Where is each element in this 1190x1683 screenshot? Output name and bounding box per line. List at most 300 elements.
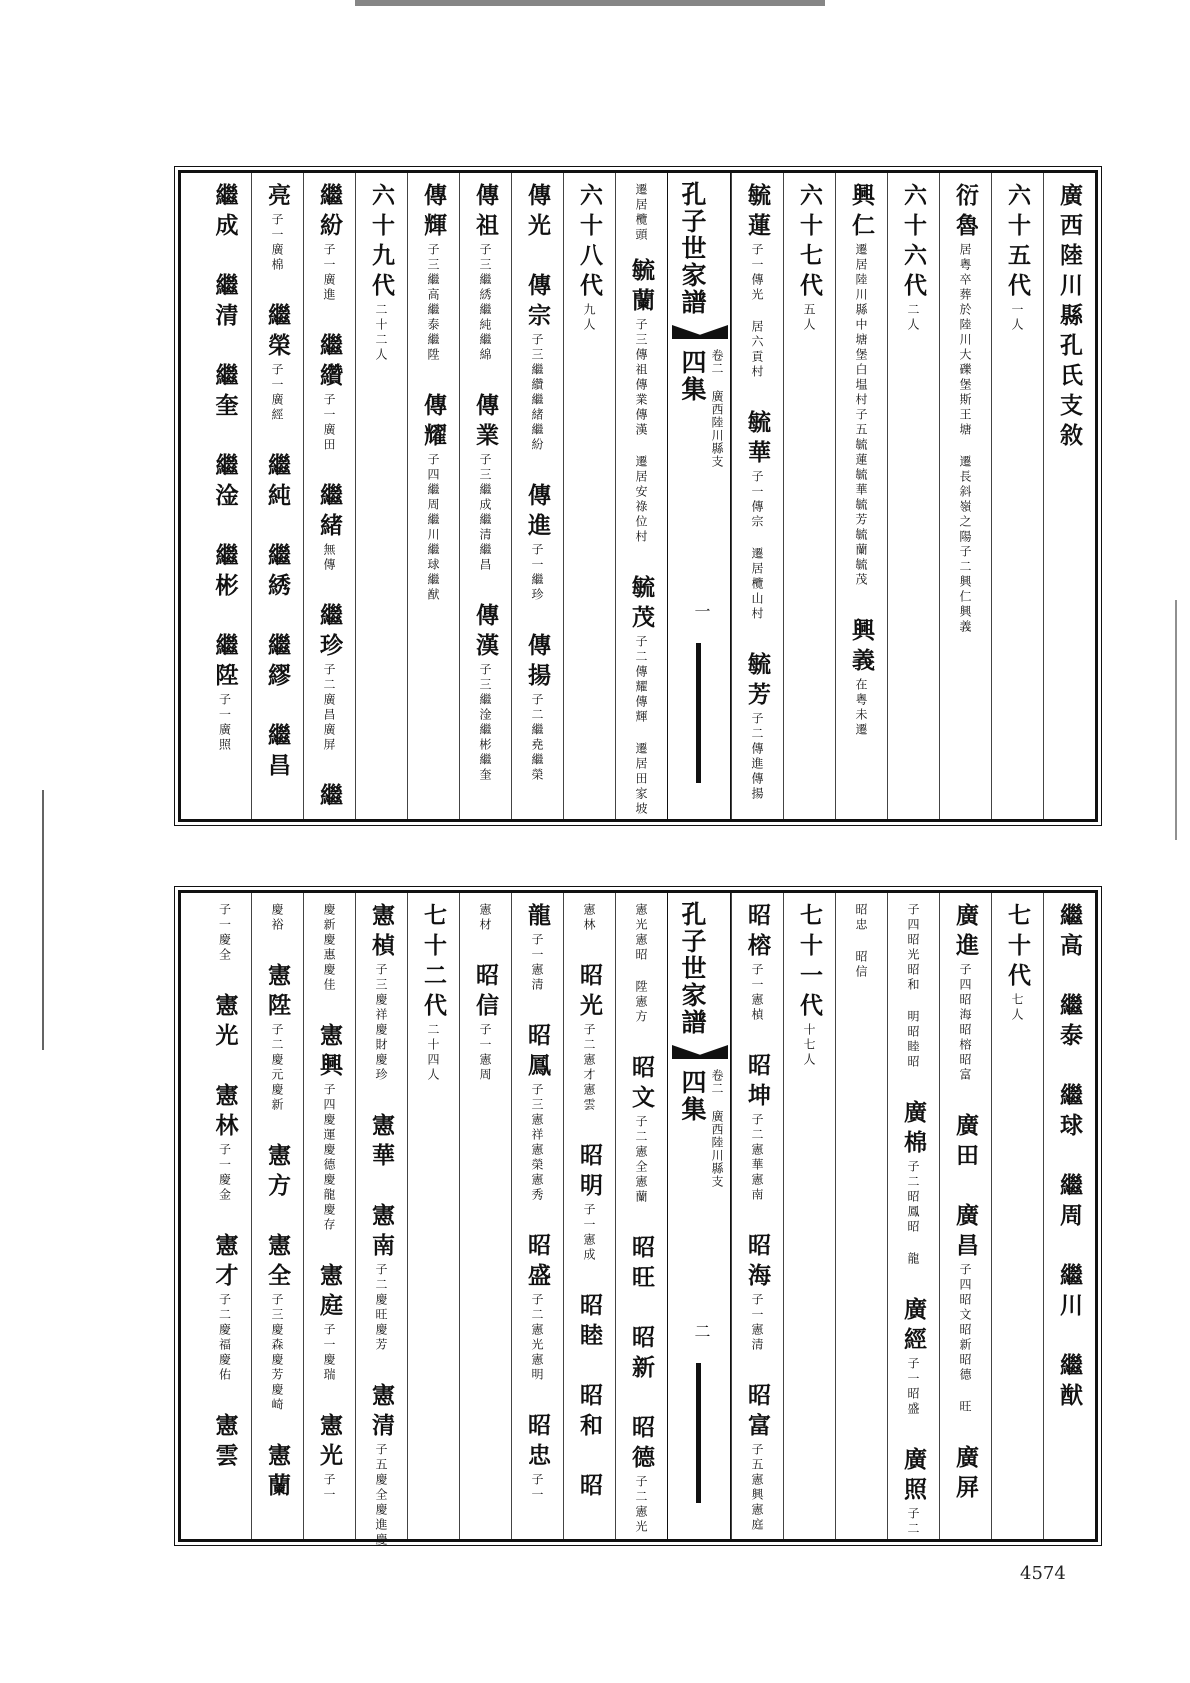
column-spacer bbox=[952, 1415, 979, 1445]
column-note-2: 子四繼周繼川繼球繼猷 bbox=[426, 453, 440, 603]
column-text bbox=[746, 893, 769, 1549]
column-name-2: 昭坤 bbox=[744, 1053, 771, 1113]
column-name-1: 衍魯 bbox=[952, 183, 979, 243]
column-spacer bbox=[316, 993, 343, 1023]
text-column-left-0 bbox=[615, 893, 667, 1539]
column-spacer bbox=[212, 243, 239, 273]
column-text bbox=[954, 893, 977, 1549]
leaf-upper bbox=[178, 170, 1098, 822]
column-spacer bbox=[524, 993, 551, 1023]
column-name-1: 傳祖 bbox=[472, 183, 499, 243]
gutter-column bbox=[667, 893, 731, 1539]
column-text bbox=[850, 173, 873, 829]
column-spacer bbox=[316, 303, 343, 333]
gutter-column bbox=[667, 173, 731, 819]
column-spacer bbox=[524, 603, 551, 633]
column-name-5: 繼彬 bbox=[211, 543, 239, 603]
column-note-1: 昭忠 昭信 bbox=[854, 903, 868, 980]
leaf-upper-columns bbox=[181, 173, 1095, 819]
column-text bbox=[266, 173, 289, 829]
column-name-1: 毓蓮 bbox=[744, 183, 771, 243]
column-name-4: 憲全 bbox=[264, 1233, 291, 1293]
text-column-left-2 bbox=[511, 173, 563, 819]
column-name-3: 繼奎 bbox=[211, 363, 239, 423]
column-spacer bbox=[264, 783, 291, 813]
column-name-1: 毓蘭 bbox=[628, 258, 655, 318]
column-spacer bbox=[848, 738, 875, 768]
column-note-3: 子二憲光憲明 bbox=[530, 1293, 544, 1383]
column-name-2: 繼清 bbox=[211, 273, 239, 333]
column-spacer bbox=[368, 1548, 395, 1578]
column-spacer bbox=[744, 802, 771, 832]
column-name-2: 昭鳳 bbox=[524, 1023, 551, 1083]
text-column-left-5 bbox=[355, 893, 407, 1548]
column-text bbox=[370, 173, 393, 829]
column-spacer bbox=[524, 1383, 551, 1413]
column-name-3: 憲庭 bbox=[316, 1263, 343, 1323]
column-spacer bbox=[952, 1083, 979, 1113]
column-spacer bbox=[212, 963, 239, 993]
column-name-1: 六十六代 bbox=[900, 183, 927, 303]
column-note-2: 子三憲祥憲榮憲秀 bbox=[530, 1083, 544, 1203]
column-spacer bbox=[796, 1068, 823, 1098]
column-note-1: 子三繼綉繼純繼綿 bbox=[478, 243, 492, 363]
gutter-subtitle: 卷二 廣西陸川縣支 bbox=[710, 1069, 724, 1188]
column-spacer bbox=[368, 1083, 395, 1113]
column-name-3: 傳漢 bbox=[472, 603, 499, 663]
column-spacer bbox=[744, 1023, 771, 1053]
column-note-3: 子一慶瑞 bbox=[322, 1323, 336, 1383]
text-column-left-3 bbox=[459, 173, 511, 819]
column-spacer bbox=[628, 817, 655, 847]
column-note-2: 子一憲周 bbox=[478, 1023, 492, 1083]
column-spacer bbox=[524, 453, 551, 483]
column-spacer bbox=[796, 333, 823, 363]
column-spacer bbox=[212, 603, 239, 633]
column-spacer bbox=[900, 1267, 927, 1297]
column-note-1: 居粵卒葬於陸川大礫堡斯王塘 遷長斜嶺之陽子二興仁興義 bbox=[958, 243, 972, 635]
column-note-4: 子一 bbox=[322, 1473, 336, 1503]
column-name-5: 繼繆 bbox=[264, 633, 291, 693]
column-spacer bbox=[316, 813, 343, 843]
column-note-2: 子一傳宗 遷居欖山村 bbox=[750, 470, 764, 622]
column-note-1: 子一憲楨 bbox=[750, 963, 764, 1023]
column-spacer bbox=[576, 1353, 603, 1383]
column-name-1: 繼高 bbox=[1056, 903, 1083, 963]
gutter-title: 孔子世家譜 bbox=[678, 181, 707, 316]
column-name-1: 六十七代 bbox=[796, 183, 823, 303]
column-spacer bbox=[576, 933, 603, 963]
column-spacer bbox=[524, 1503, 551, 1533]
column-note-4: 子五慶全慶進慶 bbox=[374, 1443, 388, 1548]
column-note-4: 子三慶森慶芳慶崎 bbox=[270, 1293, 284, 1413]
column-name-3: 昭盛 bbox=[524, 1233, 551, 1293]
column-text bbox=[902, 173, 925, 829]
column-name-2: 傳宗 bbox=[524, 273, 551, 333]
column-name-3: 憲方 bbox=[264, 1143, 291, 1203]
column-name-4: 繼周 bbox=[1056, 1173, 1083, 1233]
column-note-3: 子一憲成 bbox=[582, 1203, 596, 1263]
column-name-3: 毓芳 bbox=[744, 652, 771, 712]
column-name-3: 繼純 bbox=[264, 453, 291, 513]
column-name-2: 昭光 bbox=[576, 963, 603, 1023]
column-name-1: 憲楨 bbox=[368, 903, 395, 963]
column-text bbox=[630, 173, 653, 829]
column-name-5: 繼 bbox=[316, 783, 343, 813]
column-name-1: 龍 bbox=[524, 903, 551, 933]
column-name-4: 憲光 bbox=[316, 1413, 343, 1473]
column-note-1: 子三傳祖傳業傳漢 遷居安祿位村 bbox=[634, 318, 648, 545]
gutter-subtitle: 卷二 廣西陸川縣支 bbox=[710, 349, 724, 468]
column-spacer bbox=[264, 423, 291, 453]
column-note-2: 子四慶運慶德慶龍慶存 bbox=[322, 1083, 336, 1233]
column-note-5: 子二憲光 bbox=[634, 1475, 648, 1535]
column-name-4: 昭新 bbox=[628, 1325, 655, 1385]
column-name-1: 六十九代 bbox=[368, 183, 395, 303]
gutter-bar-mark bbox=[696, 1363, 701, 1503]
column-name-2: 憲華 bbox=[368, 1113, 395, 1173]
text-column-right-2 bbox=[939, 173, 991, 819]
column-name-4: 廣屏 bbox=[952, 1445, 979, 1505]
column-name-1: 傳輝 bbox=[420, 183, 447, 243]
column-name-2: 傳耀 bbox=[420, 393, 447, 453]
column-spacer bbox=[264, 1113, 291, 1143]
column-text bbox=[798, 173, 821, 829]
column-text bbox=[211, 173, 239, 829]
column-note-4: 子一 bbox=[530, 1473, 544, 1503]
column-spacer bbox=[212, 1203, 239, 1233]
gutter-title: 孔子世家譜 bbox=[678, 901, 707, 1036]
text-column-right-5 bbox=[783, 893, 835, 1539]
text-column-right-6 bbox=[731, 893, 783, 1539]
gutter-folio: 二 bbox=[692, 1323, 711, 1339]
column-name-6: 繼猷 bbox=[1056, 1353, 1083, 1413]
column-name-4: 昭忠 bbox=[524, 1413, 551, 1473]
column-spacer bbox=[420, 363, 447, 393]
column-name-3: 昭海 bbox=[744, 1233, 771, 1293]
column-spacer bbox=[1056, 453, 1083, 483]
column-name-5: 昭和 bbox=[576, 1383, 603, 1443]
column-text bbox=[1006, 893, 1029, 1549]
column-text bbox=[211, 893, 239, 1549]
column-name-4: 昭富 bbox=[744, 1383, 771, 1443]
column-spacer bbox=[848, 980, 875, 1010]
column-note-1: 憲材 bbox=[478, 903, 492, 933]
column-note-3: 子一昭盛 bbox=[906, 1357, 920, 1417]
scan-right-edge-line bbox=[1175, 600, 1177, 840]
column-spacer bbox=[264, 273, 291, 303]
column-name-1: 六十五代 bbox=[1004, 183, 1031, 303]
column-text bbox=[422, 173, 445, 829]
text-column-right-3 bbox=[887, 173, 939, 819]
text-column-right-2 bbox=[939, 893, 991, 1539]
column-name-4: 傳揚 bbox=[524, 633, 551, 693]
scan-left-edge-line bbox=[42, 790, 44, 1050]
column-name-5: 繼川 bbox=[1056, 1263, 1083, 1323]
column-name-3: 繼球 bbox=[1056, 1083, 1083, 1143]
column-note-3: 子一慶金 bbox=[217, 1143, 232, 1203]
column-note-1: 子一慶全 bbox=[217, 903, 232, 963]
column-text bbox=[798, 893, 821, 1549]
column-spacer bbox=[368, 1173, 395, 1203]
column-note-2: 子二慶元慶新 bbox=[270, 1023, 284, 1113]
text-column-left-4 bbox=[407, 893, 459, 1539]
column-spacer bbox=[264, 1203, 291, 1233]
column-name-3: 廣經 bbox=[900, 1297, 927, 1357]
column-name-2: 興義 bbox=[848, 618, 875, 678]
column-name-5: 昭德 bbox=[628, 1415, 655, 1475]
column-name-6: 繼昌 bbox=[264, 723, 291, 783]
column-spacer bbox=[472, 783, 499, 813]
text-column-left-7 bbox=[251, 893, 303, 1539]
column-text bbox=[578, 893, 601, 1549]
text-column-right-4 bbox=[835, 173, 887, 819]
column-name-2: 廣田 bbox=[952, 1113, 979, 1173]
column-spacer bbox=[576, 1503, 603, 1533]
column-note-2: 在粵未遷 bbox=[854, 678, 868, 738]
column-spacer bbox=[420, 603, 447, 633]
column-note-3: 子一憲清 bbox=[750, 1293, 764, 1353]
column-note-4: 子二廣昌廣屏 bbox=[322, 663, 336, 753]
column-name-4: 繼淦 bbox=[211, 453, 239, 513]
column-text bbox=[902, 893, 925, 1549]
column-spacer bbox=[212, 753, 239, 783]
text-column-right-4 bbox=[835, 893, 887, 1539]
column-spacer bbox=[576, 1263, 603, 1293]
text-column-left-7 bbox=[251, 173, 303, 819]
column-name-4: 繼珍 bbox=[316, 603, 343, 663]
column-name-1: 傳光 bbox=[524, 183, 551, 243]
column-spacer bbox=[952, 635, 979, 665]
column-spacer bbox=[576, 333, 603, 363]
column-spacer bbox=[628, 1295, 655, 1325]
column-note-1: 子四昭光昭和 明昭睦昭 bbox=[906, 903, 920, 1070]
column-spacer bbox=[628, 1385, 655, 1415]
text-column-right-0 bbox=[1043, 173, 1095, 819]
column-name-2: 傳業 bbox=[472, 393, 499, 453]
column-text bbox=[1058, 893, 1081, 1549]
column-note-3: 無傳 bbox=[322, 543, 336, 573]
column-name-3: 繼緒 bbox=[316, 483, 343, 543]
column-note-2: 子二憲全憲蘭 bbox=[634, 1115, 648, 1205]
column-note-4: 子二 bbox=[906, 1507, 920, 1537]
column-spacer bbox=[212, 1383, 239, 1413]
column-spacer bbox=[900, 1537, 927, 1567]
text-column-right-1 bbox=[991, 893, 1043, 1539]
column-name-2: 繼榮 bbox=[264, 303, 291, 363]
text-column-right-0 bbox=[1043, 893, 1095, 1539]
column-note-2: 子一廣田 bbox=[322, 393, 336, 453]
column-text bbox=[422, 893, 445, 1549]
column-spacer bbox=[628, 1535, 655, 1565]
text-column-left-0 bbox=[615, 173, 667, 819]
column-spacer bbox=[264, 933, 291, 963]
column-note-3: 子二傳進傳揚 bbox=[750, 712, 764, 802]
column-name-2: 昭文 bbox=[628, 1055, 655, 1115]
gutter-volume: 四集 bbox=[678, 349, 707, 403]
column-name-2: 毓茂 bbox=[628, 575, 655, 635]
column-note-1: 慶裕 bbox=[270, 903, 284, 933]
column-name-3: 昭旺 bbox=[628, 1235, 655, 1295]
column-note-1: 憲光憲昭 陞憲方 bbox=[634, 903, 648, 1025]
column-spacer bbox=[900, 1070, 927, 1100]
text-column-right-6 bbox=[731, 173, 783, 819]
column-spacer bbox=[744, 380, 771, 410]
column-name-2: 憲興 bbox=[316, 1023, 343, 1083]
column-text bbox=[630, 893, 653, 1549]
column-text bbox=[474, 893, 497, 1549]
column-spacer bbox=[744, 622, 771, 652]
column-note-3: 子四昭文昭新昭德 旺 bbox=[958, 1263, 972, 1415]
column-spacer bbox=[524, 783, 551, 813]
column-text bbox=[370, 893, 393, 1549]
column-note-1: 二十四人 bbox=[426, 1023, 440, 1083]
column-name-3: 憲南 bbox=[368, 1203, 395, 1263]
column-spacer bbox=[1056, 1323, 1083, 1353]
column-note-4: 子五憲興憲庭 bbox=[750, 1443, 764, 1533]
column-spacer bbox=[316, 1503, 343, 1533]
column-spacer bbox=[472, 363, 499, 393]
text-column-left-1 bbox=[563, 173, 615, 819]
column-text bbox=[526, 173, 549, 829]
column-name-4: 憲清 bbox=[368, 1383, 395, 1443]
column-spacer bbox=[576, 1443, 603, 1473]
scan-top-smudge bbox=[355, 0, 825, 6]
column-spacer bbox=[628, 545, 655, 575]
column-name-4: 憲才 bbox=[211, 1233, 239, 1293]
column-name-2: 廣棉 bbox=[900, 1100, 927, 1160]
column-name-5: 憲蘭 bbox=[264, 1443, 291, 1503]
leaf-lower bbox=[178, 890, 1098, 1548]
column-name-1: 繼成 bbox=[211, 183, 239, 243]
column-spacer bbox=[744, 1353, 771, 1383]
column-text bbox=[1058, 173, 1081, 829]
column-spacer bbox=[952, 1173, 979, 1203]
column-spacer bbox=[212, 333, 239, 363]
column-name-2: 繼泰 bbox=[1056, 993, 1083, 1053]
column-spacer bbox=[264, 1503, 291, 1533]
column-note-1: 二十二人 bbox=[374, 303, 388, 363]
column-text bbox=[474, 173, 497, 829]
column-note-1: 子一憲清 bbox=[530, 933, 544, 993]
gutter-volume: 四集 bbox=[678, 1069, 707, 1123]
text-column-right-5 bbox=[783, 173, 835, 819]
column-note-3: 子一繼珍 bbox=[530, 543, 544, 603]
column-name-1: 七十二代 bbox=[420, 903, 447, 1023]
column-note-2: 子三繼纘繼緒繼紛 bbox=[530, 333, 544, 453]
column-note-1: 二人 bbox=[906, 303, 920, 333]
column-spacer bbox=[524, 1203, 551, 1233]
column-name-1: 興仁 bbox=[848, 183, 875, 243]
column-spacer bbox=[316, 453, 343, 483]
text-column-left-1 bbox=[563, 893, 615, 1539]
column-spacer bbox=[212, 423, 239, 453]
column-note-4: 子二繼堯繼榮 bbox=[530, 693, 544, 783]
column-note-4: 子二慶福慶佑 bbox=[217, 1293, 232, 1383]
column-spacer bbox=[524, 243, 551, 273]
column-name-1: 七十一代 bbox=[796, 903, 823, 1023]
column-note-1: 子一傳光 居六貢村 bbox=[750, 243, 764, 380]
column-spacer bbox=[1056, 1413, 1083, 1443]
column-note-2: 子三繼成繼清繼昌 bbox=[478, 453, 492, 573]
column-name-3: 昭明 bbox=[576, 1143, 603, 1203]
column-text bbox=[318, 893, 341, 1549]
text-column-left-6 bbox=[303, 893, 355, 1539]
column-name-1: 七十代 bbox=[1004, 903, 1031, 993]
column-name-3: 傳進 bbox=[524, 483, 551, 543]
column-text bbox=[578, 173, 601, 829]
column-name-1: 繼紛 bbox=[316, 183, 343, 243]
column-note-1: 遷居陸川縣中塘堡白塭村子五毓蓮毓華毓芳毓蘭毓茂 bbox=[854, 243, 868, 588]
column-note-1: 子一廣棉 bbox=[270, 213, 284, 273]
column-spacer bbox=[744, 1203, 771, 1233]
column-spacer bbox=[848, 588, 875, 618]
column-spacer bbox=[1056, 1143, 1083, 1173]
column-spacer bbox=[472, 933, 499, 963]
column-spacer bbox=[472, 1083, 499, 1113]
column-note-1: 十七人 bbox=[802, 1023, 816, 1068]
column-spacer bbox=[264, 603, 291, 633]
column-spacer bbox=[264, 1413, 291, 1443]
column-name-2: 昭信 bbox=[472, 963, 499, 1023]
text-column-left-3 bbox=[459, 893, 511, 1539]
text-column-right-1 bbox=[991, 173, 1043, 819]
column-name-1: 廣進 bbox=[952, 903, 979, 963]
column-name-1: 廣西陸川縣孔氏支敘 bbox=[1056, 183, 1083, 453]
column-spacer bbox=[1056, 1233, 1083, 1263]
column-note-3: 子二慶旺慶芳 bbox=[374, 1263, 388, 1353]
gutter-folio: 一 bbox=[692, 603, 711, 619]
text-column-left-8 bbox=[199, 893, 251, 1539]
column-spacer bbox=[628, 1025, 655, 1055]
column-note-3: 子三繼淦繼彬繼奎 bbox=[478, 663, 492, 783]
column-prefix-note: 遷居欖頭 bbox=[634, 183, 648, 258]
column-spacer bbox=[420, 1083, 447, 1113]
column-note-1: 九人 bbox=[582, 303, 596, 333]
column-note-2: 子二傳耀傳輝 遷居田家坡 bbox=[634, 635, 648, 817]
column-note-6: 子一廣照 bbox=[217, 693, 232, 753]
column-spacer bbox=[1004, 1023, 1031, 1053]
column-text bbox=[266, 893, 289, 1549]
gutter-bar-mark bbox=[696, 643, 701, 783]
column-spacer bbox=[1056, 963, 1083, 993]
column-spacer bbox=[316, 573, 343, 603]
column-text bbox=[526, 893, 549, 1549]
column-spacer bbox=[628, 1205, 655, 1235]
column-spacer bbox=[576, 1113, 603, 1143]
column-note-2: 子二憲才憲雲 bbox=[582, 1023, 596, 1113]
column-note-1: 慶新慶惠慶佳 bbox=[322, 903, 336, 993]
column-spacer bbox=[316, 753, 343, 783]
column-spacer bbox=[952, 1505, 979, 1535]
column-name-1: 六十八代 bbox=[576, 183, 603, 303]
page-number: 4574 bbox=[1020, 1563, 1066, 1584]
column-name-6: 昭 bbox=[576, 1473, 603, 1503]
column-name-4: 昭睦 bbox=[576, 1293, 603, 1353]
column-spacer bbox=[368, 363, 395, 393]
column-spacer bbox=[744, 1533, 771, 1563]
text-column-left-8 bbox=[199, 173, 251, 819]
column-name-5: 憲雲 bbox=[211, 1413, 239, 1473]
column-text bbox=[318, 173, 341, 829]
column-text bbox=[1006, 173, 1029, 829]
column-spacer bbox=[316, 1233, 343, 1263]
column-note-1: 五人 bbox=[802, 303, 816, 333]
column-note-1: 子一廣進 bbox=[322, 243, 336, 303]
column-name-6: 繼陞 bbox=[211, 633, 239, 693]
column-spacer bbox=[1004, 333, 1031, 363]
text-column-left-5 bbox=[355, 173, 407, 819]
